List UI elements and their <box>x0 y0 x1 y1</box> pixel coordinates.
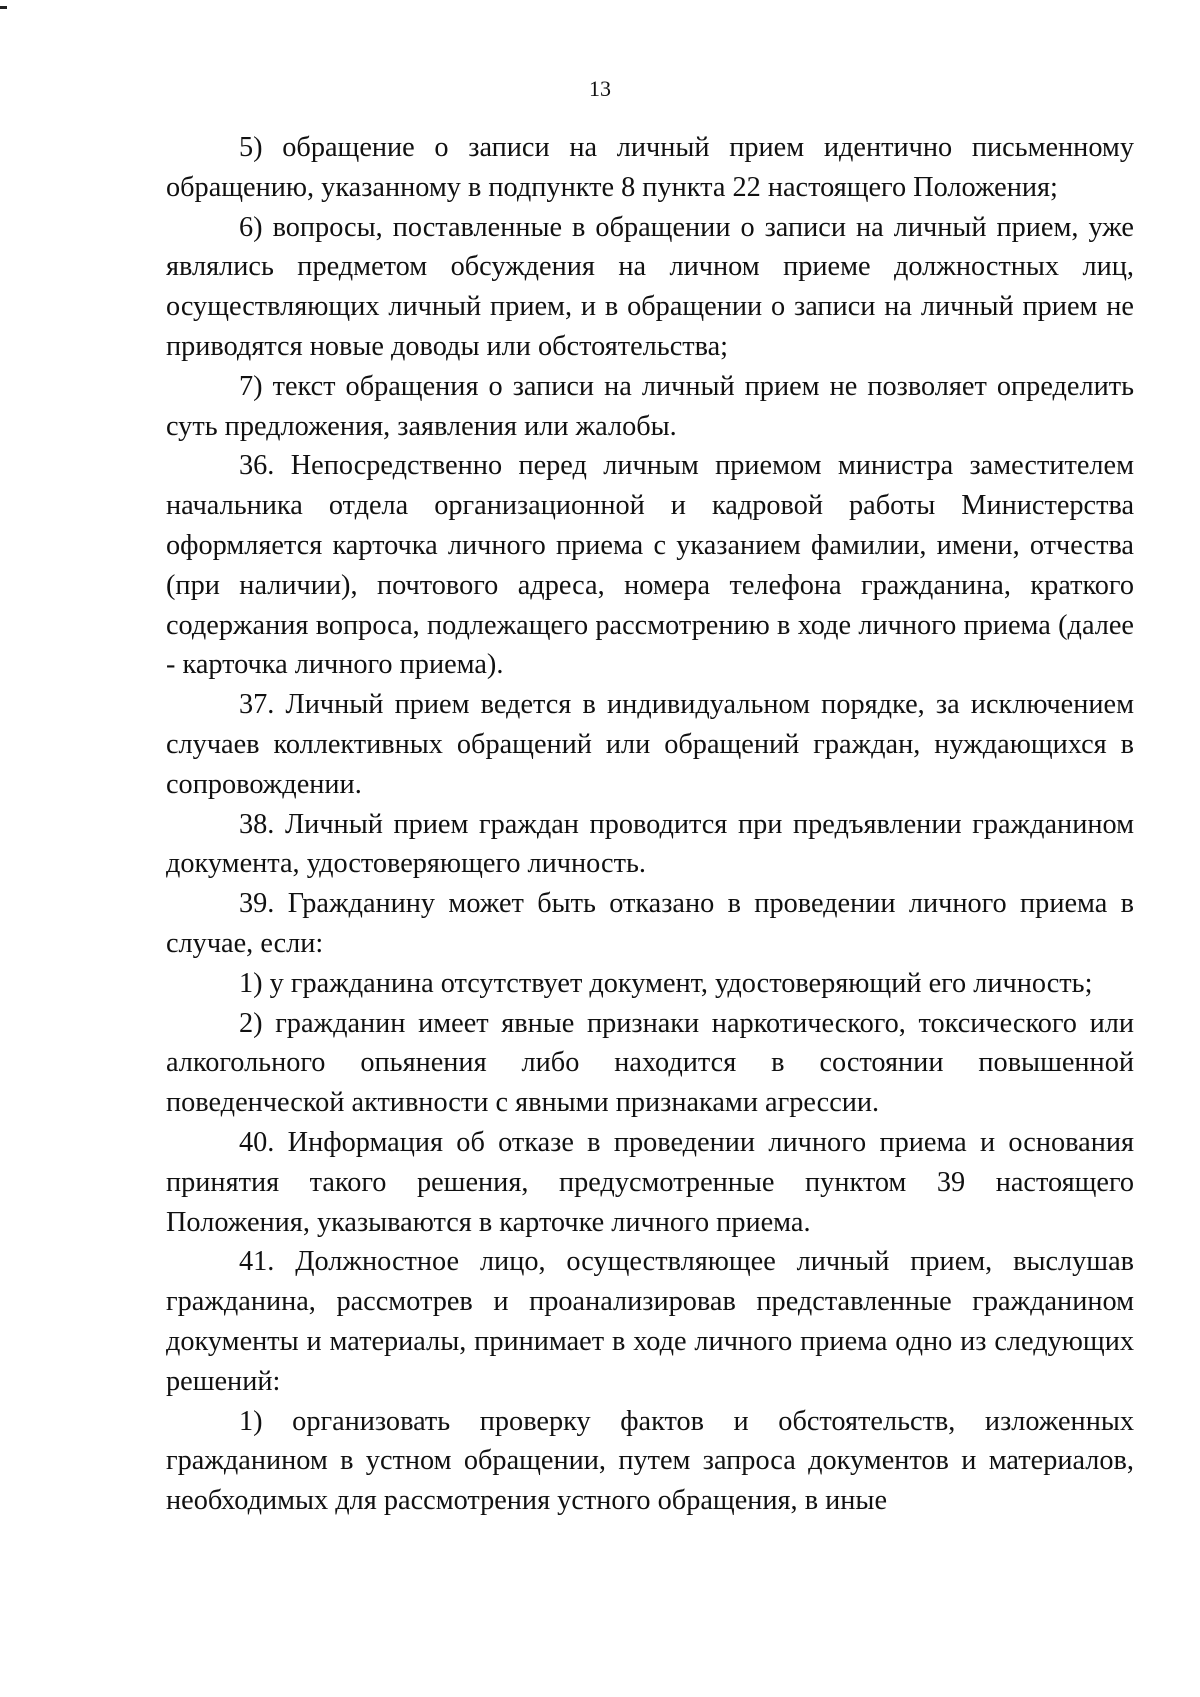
paragraph-clause-39: 39. Гражданину может быть отказано в проведении личного приема в случае, если: <box>166 888 1134 959</box>
scan-artifact-mark <box>0 6 7 9</box>
paragraph-clause-41-item-1: 1) организовать проверку фактов и обстоятельств, изложенных гражданином в устном обращении, путем запроса документов и материалов, необходимых для рассмотрения устного обращения, в иные <box>166 1405 1134 1517</box>
paragraph-item-6: 6) вопросы, поставленные в обращении о записи на личный прием, уже являлись предметом обсуждения на личном приеме должностных лиц, осуществляющих личный прием, и в обращении о записи на личный прием не приводятся новые доводы или обстоятельства; <box>166 211 1134 362</box>
document-body <box>166 128 1134 1521</box>
paragraph-item-5: 5) обращение о записи на личный прием идентично письменному обращению, указанному в подпункте 8 пункта 22 настоящего Положения; <box>166 132 1134 203</box>
paragraph-clause-38: 38. Личный прием граждан проводится при предъявлении гражданином документа, удостоверяющего личность. <box>166 808 1134 880</box>
page-number: 13 <box>589 76 611 101</box>
paragraph-item-7: 7) текст обращения о записи на личный прием не позволяет определить суть предложения, заявления или жалобы. <box>166 370 1134 442</box>
paragraph-clause-39-item-1: 1) у гражданина отсутствует документ, удостоверяющий его личность; <box>239 967 1093 999</box>
paragraph-clause-39-item-2: 2) гражданин имеет явные признаки наркотического, токсического или алкогольного опьянения либо находится в состоянии повышенной поведенческой активности с явными признаками агрессии. <box>166 1007 1134 1119</box>
paragraph-clause-40: 40. Информация об отказе в проведении личного приема и основания принятия такого решения, предусмотренные пунктом 39 настоящего Положения, указываются в карточке личного приема. <box>166 1126 1134 1238</box>
paragraph-clause-36: 36. Непосредственно перед личным приемом министра заместителем начальника отдела организационной и кадровой работы Министерства оформляется карточка личного приема с указанием фамилии, имени, отчества (при наличии), почтового адреса, номера телефона гражданина, краткого содержания вопроса, подлежащего рассмотрению в ходе личного приема (далее - карточка личного приема). <box>166 450 1134 681</box>
paragraph-clause-37: 37. Личный прием ведется в индивидуальном порядке, за исключением случаев коллективных обращений или обращений граждан, нуждающихся в сопровождении. <box>166 689 1134 800</box>
paragraph-clause-41: 41. Должностное лицо, осуществляющее личный прием, выслушав гражданина, рассмотрев и проанализировав представленные гражданином документы и материалы, принимает в ходе личного приема одно из следующих решений: <box>166 1246 1134 1397</box>
